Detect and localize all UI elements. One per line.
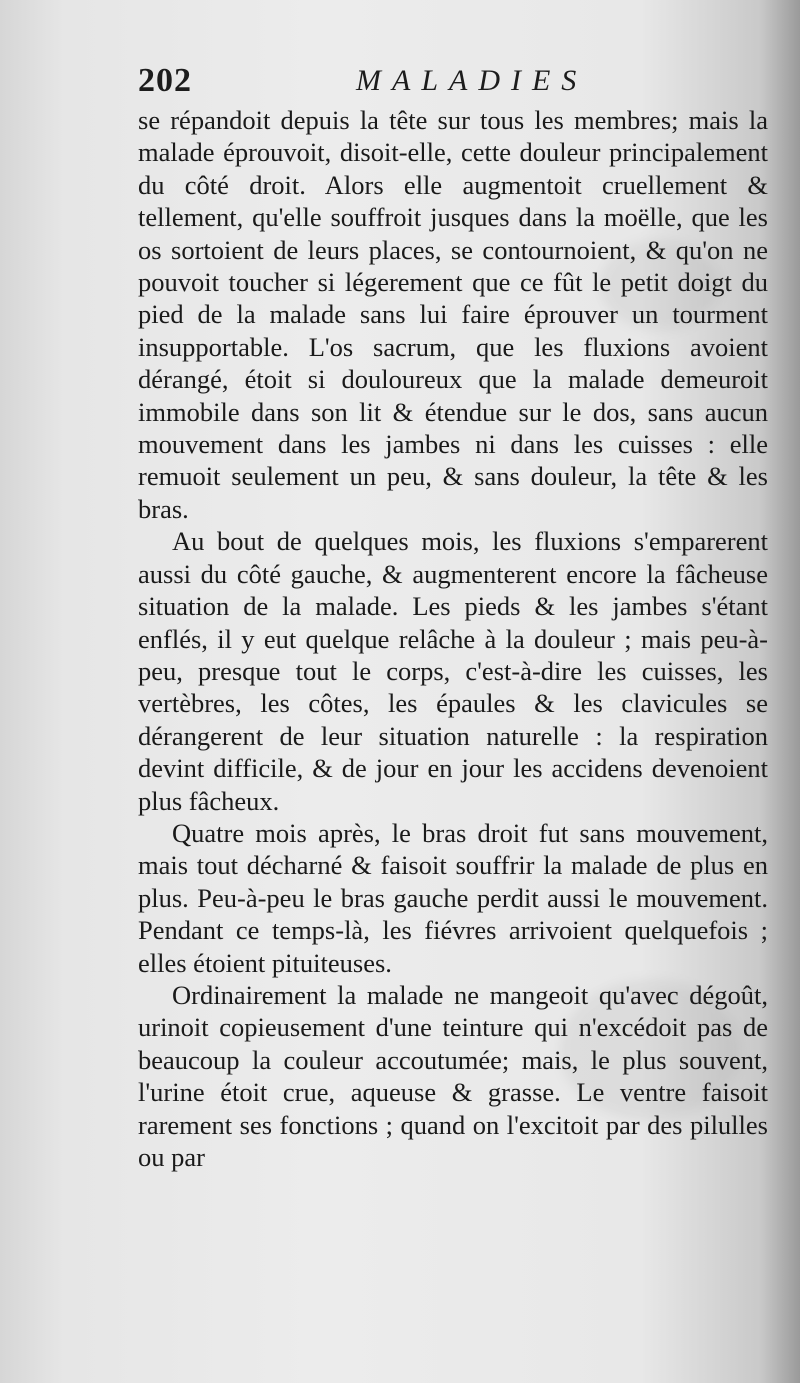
running-head: MALADIES xyxy=(356,64,588,97)
paragraph: Ordinairement la malade ne mangeoit qu'avec dégoût, urinoit copieusement d'une teinture qui n'excédoit pas de beaucoup la couleur accoutumée; mais, le plus souvent, l'urine étoit crue, aqueuse & grasse. Le ventre faisoit rarement ses fonctions ; quand on l'excitoit par des pilulles ou par xyxy=(138,979,768,1172)
body-text xyxy=(138,104,768,1173)
paragraph: Au bout de quelques mois, les fluxions s'emparerent aussi du côté gauche, & augmenterent encore la fâcheuse situation de la malade. Les pieds & les jambes s'étant enflés, il y eut quelque relâche à la douleur ; mais peu-à-peu, presque tout le corps, c'est-à-dire les cuisses, les vertèbres, les côtes, les épaules & les clavicules se dérangerent de leur situation naturelle : la respiration devint difficile, & de jour en jour les accidens devenoient plus fâcheux. xyxy=(138,526,768,816)
page-header xyxy=(138,62,778,106)
paragraph: Quatre mois après, le bras droit fut sans mouvement, mais tout décharné & faisoit souffrir la malade de plus en plus. Peu-à-peu le bras gauche perdit aussi le mouvement. Pendant ce temps-là, les fiévres arrivoient quelquefois ; elles étoient pituiteuses. xyxy=(138,817,768,978)
page-number: 202 xyxy=(138,62,192,99)
paragraph: se répandoit depuis la tête sur tous les membres; mais la malade éprouvoit, disoit-elle, cette douleur principalement du côté droit. Alors elle augmentoit cruellement & tellement, qu'elle souffroit jusques dans la moëlle, que les os sortoient de leurs places, se contournoient, & qu'on ne pouvoit toucher si légerement que ce fût le petit doigt du pied de la malade sans lui faire éprouver un tourment insupportable. L'os sacrum, que les fluxions avoient dérangé, étoit si douloureux que la malade demeuroit immobile dans son lit & étendue sur le dos, sans aucun mouvement dans les jambes ni dans les cuisses : elle remuoit seulement un peu, & sans douleur, la tête & les bras. xyxy=(138,105,768,524)
